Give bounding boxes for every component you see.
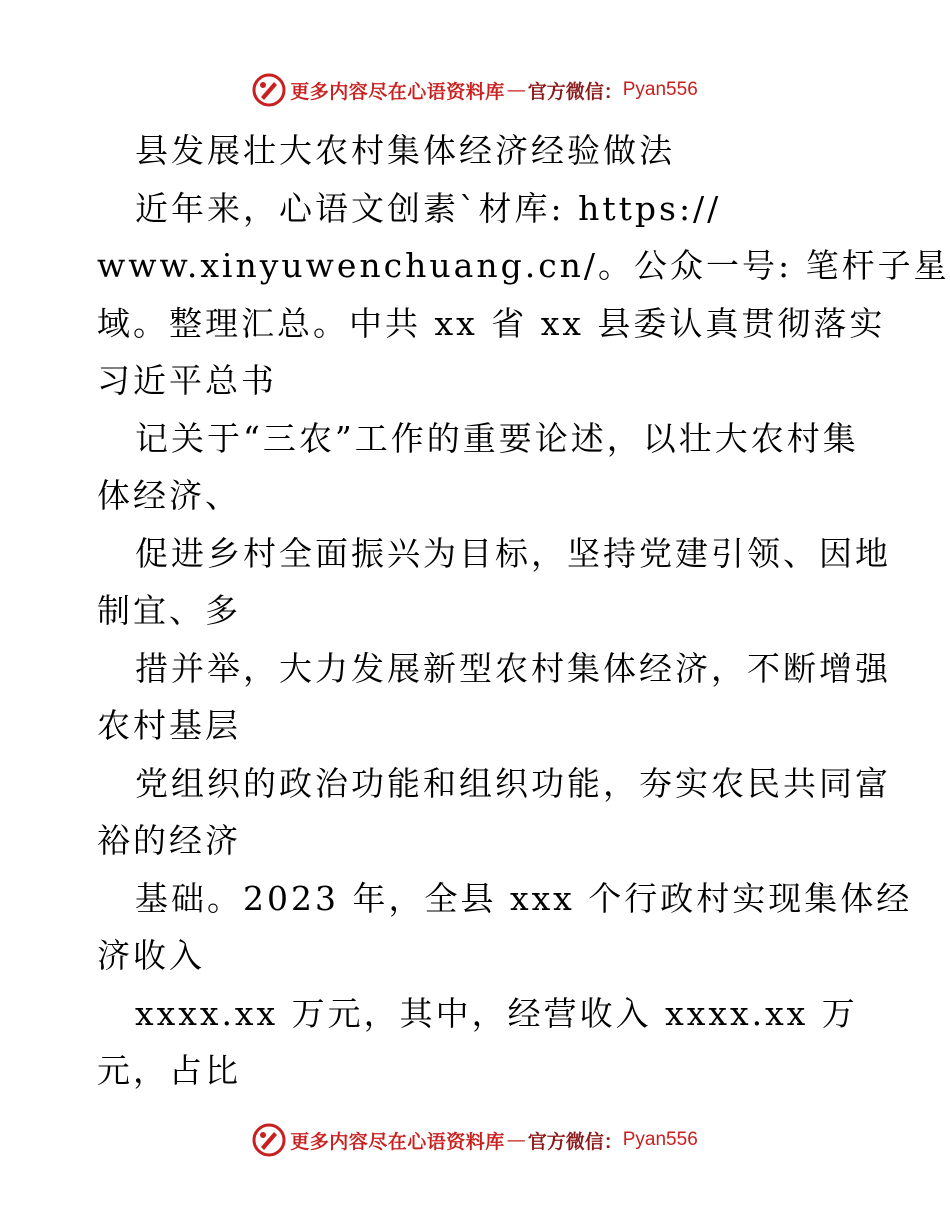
text-line: 农村基层: [97, 706, 241, 745]
wechat-id: Pyan556: [622, 79, 698, 100]
document-body: [97, 122, 950, 1100]
text-line: 体经济、: [97, 476, 241, 515]
wechat-id: Pyan556: [622, 1129, 698, 1150]
text-line: 裕的经济: [97, 821, 241, 860]
text-line: 习近平总书: [97, 361, 277, 400]
wechat-label: 官方微信：: [527, 80, 623, 103]
banner-dash: —: [506, 79, 526, 101]
banner-dash: —: [506, 1129, 526, 1151]
text-line: xxxx.xx 万元，其中，经营收入 xxxx.xx 万: [135, 993, 858, 1033]
footer-banner: [0, 1120, 950, 1160]
text-line: 济收入: [97, 936, 205, 975]
text-line: 党组织的政治功能和组织功能，夯实农民共同富: [135, 763, 891, 803]
text-line: www.xinyuwenchuang.cn/。公众一号: 笔杆子星: [97, 246, 950, 285]
document-title: 县发展壮大农村集体经济经验做法: [135, 131, 675, 170]
text-line: 促进乡村全面振兴为目标，坚持党建引领、因地: [135, 533, 891, 573]
text-line: 记关于“三农”工作的重要论述，以壮大农村集: [135, 418, 859, 458]
text-line: 制宜、多: [97, 591, 241, 630]
brand-text: 更多内容尽在心语资料库: [290, 1130, 505, 1153]
brand-logo-icon: [252, 1123, 286, 1157]
text-line: 措并举，大力发展新型农村集体经济，不断增强: [135, 648, 891, 688]
text-line: 元，占比: [97, 1051, 241, 1090]
header-banner: [0, 70, 950, 110]
brand-logo-icon: [252, 73, 286, 107]
wechat-label: 官方微信：: [527, 1130, 623, 1153]
brand-text: 更多内容尽在心语资料库: [290, 80, 505, 103]
text-line: 基础。2023 年，全县 xxx 个行政村实现集体经: [135, 878, 913, 918]
text-line: 近年来，心语文创素`材库: https://: [135, 188, 722, 228]
text-line: 域。整理汇总。中共 xx 省 xx 县委认真贯彻落实: [97, 303, 886, 343]
